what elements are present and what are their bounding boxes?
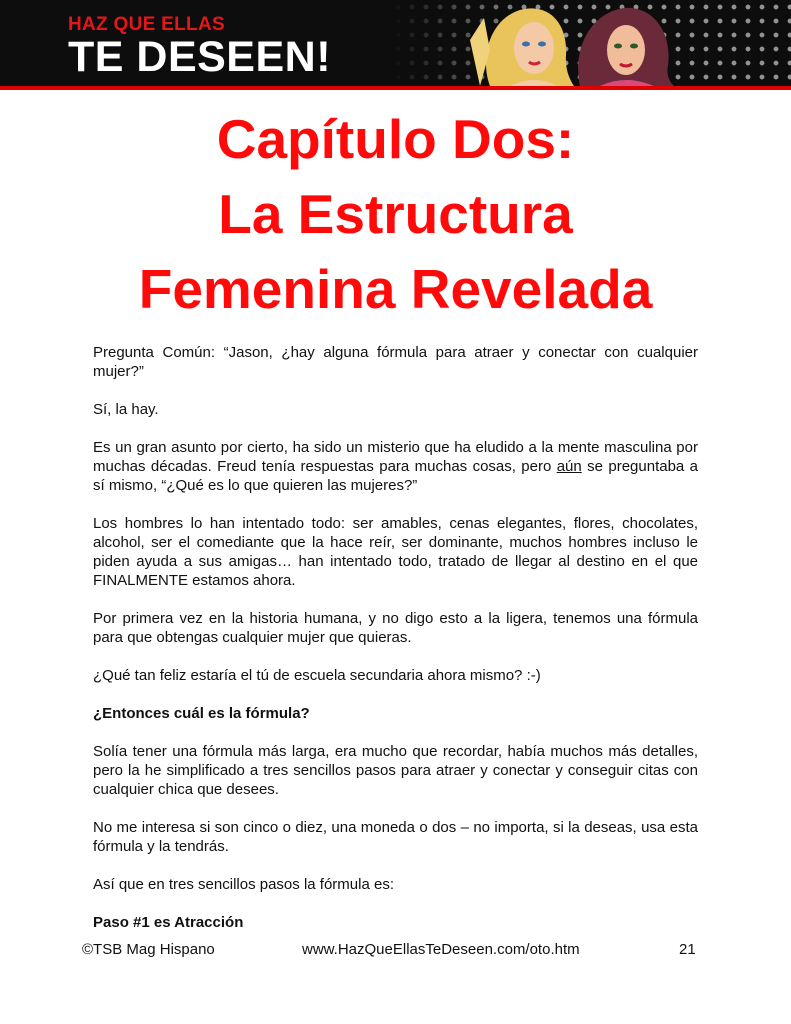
subheading-step-1-text: Paso #1 es Atracción (93, 914, 244, 931)
brand-tagline: HAZ QUE ELLAS (68, 14, 225, 35)
paragraph-men-tried: Los hombres lo han intentado todo: ser amables, cenas elegantes, flores, chocolates, alcohol, ser el comediante que la hace reír, ser dominante, muchos hombres incluso le piden ayuda a sus amigas… han intentado todo, tratado de llegar al destino en el que FINALMENTE estamos ahora. (93, 515, 698, 589)
paragraph-freud (93, 438, 698, 495)
paragraph-first-time: Por primera vez en la historia humana, y no digo esto a la ligera, tenemos una fórmula para que obtengas cualquier mujer que quieras. (93, 610, 698, 646)
paragraph-simplified: Solía tener una fórmula más larga, era mucho que recordar, había muchos más detalles, pero la he simplificado a tres sencillos pasos para atraer y conectar y conseguir citas con cualquier chica que desees. (93, 743, 698, 798)
chapter-title (0, 102, 791, 327)
paragraph-high-school: ¿Qué tan feliz estaría el tú de escuela secundaria ahora mismo? :-) (93, 667, 541, 684)
page-number: 21 (679, 941, 696, 958)
paragraph-freud-part-2: se preguntaba a sí mismo, “¿Qué es lo que quieren las mujeres?” (93, 458, 698, 494)
paragraph-answer: Sí, la hay. (93, 401, 159, 418)
body-text (93, 343, 698, 932)
chapter-title-line-1: Capítulo Dos: (216, 108, 575, 170)
subheading-step-1 (93, 913, 698, 932)
paragraph-three-steps: Así que en tres sencillos pasos la fórmula es: (93, 876, 394, 893)
subheading-formula-text: ¿Entonces cuál es la fórmula? (93, 705, 310, 722)
footer-copyright: ©TSB Mag Hispano (82, 941, 215, 958)
subheading-formula (93, 704, 698, 723)
underlined-word: aún (556, 458, 582, 475)
paragraph-freud-part-1: Es un gran asunto por cierto, ha sido un misterio que ha eludido a la mente masculina por muchas décadas. Freud tenía respuestas para muchas cosas, pero (93, 439, 698, 475)
chapter-title-line-3: Femenina Revelada (138, 258, 653, 320)
illustrated-women-image (450, 0, 710, 86)
chapter-title-line-2: La Estructura (218, 183, 573, 245)
page-footer (0, 938, 791, 962)
brand-title: TE DESEEN! (68, 33, 332, 81)
paragraph-question: Pregunta Común: “Jason, ¿hay alguna fórmula para atraer y conectar con cualquier mujer?” (93, 344, 698, 380)
paragraph-dont-care: No me interesa si son cinco o diez, una moneda o dos – no importa, si la deseas, usa esta fórmula y la tendrás. (93, 819, 698, 855)
footer-url: www.HazQueEllasTeDeseen.com/oto.htm (302, 941, 580, 958)
header-banner (0, 0, 791, 86)
banner-divider (0, 86, 791, 90)
